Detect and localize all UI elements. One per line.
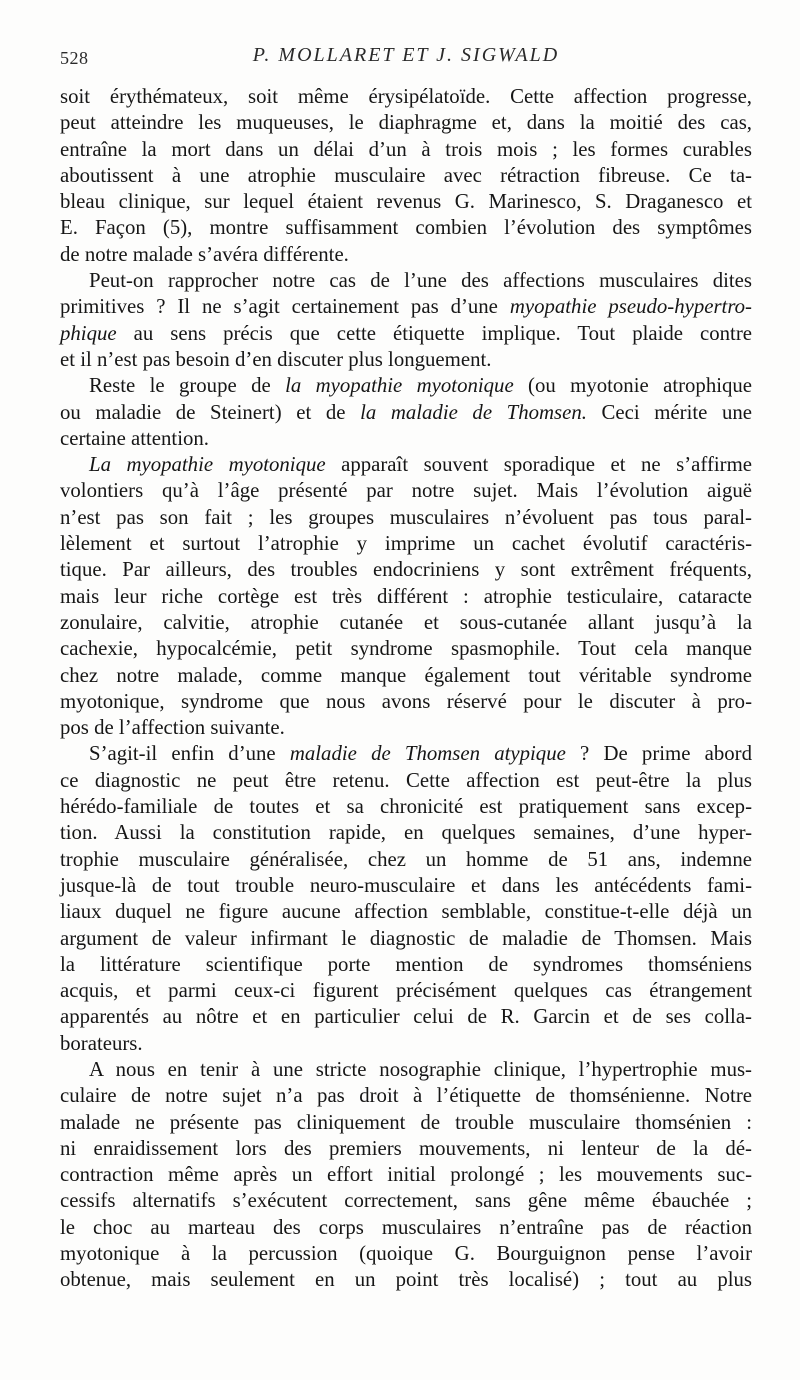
text-segment: obtenue, mais seulement en un point très localisé) ; tout au plus <box>60 1268 752 1292</box>
text-segment: borateurs. <box>60 1031 143 1055</box>
text-segment: argument de valeur infirmant le diagnostic de maladie de Thomsen. Mais <box>60 926 752 950</box>
text-line <box>60 294 752 320</box>
text-line <box>60 505 752 531</box>
text-line <box>60 1215 752 1241</box>
text-line <box>60 873 752 899</box>
text-line <box>60 1031 752 1057</box>
text-line <box>60 768 752 794</box>
text-segment: S’agit-il enfin d’une <box>89 742 290 766</box>
body-text <box>60 84 752 1294</box>
text-segment: entraîne la mort dans un délai d’un à trois mois ; les formes curables <box>60 137 752 161</box>
text-segment: ou maladie de Steinert) et de <box>60 400 361 424</box>
text-line <box>60 215 752 241</box>
text-segment: au sens précis que cette étiquette implique. Tout plaide contre <box>116 321 752 345</box>
text-line <box>60 1083 752 1109</box>
text-line <box>60 1188 752 1214</box>
text-segment: bleau clinique, sur lequel étaient revenus G. Marinesco, S. Draganesco et <box>60 190 752 214</box>
text-line <box>60 1241 752 1267</box>
text-segment: zonulaire, calvitie, atrophie cutanée et sous-cutanée allant jusqu’à la <box>60 610 752 634</box>
text-line <box>60 741 752 767</box>
text-segment: Ceci mérite une <box>586 400 752 424</box>
text-line <box>60 794 752 820</box>
text-line <box>60 426 752 452</box>
text-segment: contraction même après un effort initial prolongé ; les mouvements suc- <box>60 1163 752 1187</box>
text-segment: jusque-là de tout trouble neuro-musculaire et dans les antécédents fami- <box>60 873 752 897</box>
text-segment: malade ne présente pas cliniquement de trouble musculaire thomsénien : <box>60 1110 752 1134</box>
text-segment: myotonique à la percussion (quoique G. Bourguignon pense l’avoir <box>60 1242 752 1266</box>
text-line <box>60 110 752 136</box>
text-segment: Reste le groupe de <box>89 374 286 398</box>
text-segment: hérédo-familiale de toutes et sa chronicité est pratiquement sans excep- <box>60 795 752 819</box>
text-segment: E. Façon (5), montre suffisamment combien l’évolution des symptômes <box>60 216 752 240</box>
text-segment: acquis, et parmi ceux-ci figurent précisément quelques cas étrangement <box>60 979 752 1003</box>
text-segment: et il n’est pas besoin d’en discuter plus longuement. <box>60 347 492 371</box>
text-line <box>60 557 752 583</box>
page-number: 528 <box>60 48 89 68</box>
text-line <box>60 1267 752 1293</box>
text-line <box>60 926 752 952</box>
text-segment: soit érythémateux, soit même érysipélatoïde. Cette affection progresse, <box>60 85 752 108</box>
text-line <box>60 137 752 163</box>
text-segment: ce diagnostic ne peut être retenu. Cette affection est peut-être la plus <box>60 768 752 792</box>
text-line <box>60 715 752 741</box>
text-segment: trophie musculaire généralisée, chez un homme de 51 ans, indemne <box>60 847 752 871</box>
text-segment: tion. Aussi la constitution rapide, en quelques semaines, d’une hyper- <box>60 821 752 845</box>
text-line <box>60 820 752 846</box>
italic-text: la maladie de Thomsen. <box>360 400 587 424</box>
italic-text: la myopathie myotonique <box>285 374 514 398</box>
text-line <box>60 663 752 689</box>
text-line <box>60 584 752 610</box>
text-line <box>60 1057 752 1083</box>
text-line <box>60 400 752 426</box>
text-segment: chez notre malade, comme manque également tout véritable syndrome <box>60 663 752 687</box>
text-segment: apparaît souvent sporadique et ne s’affirme <box>325 453 752 477</box>
text-segment: myotonique, syndrome que nous avons réservé pour le discuter à pro- <box>60 689 752 713</box>
text-segment: certaine attention. <box>60 426 209 450</box>
text-segment: cessifs alternatifs s’exécutent correctement, sans gêne même ébauchée ; <box>60 1189 752 1213</box>
text-segment: apparentés au nôtre et en particulier celui de R. Garcin et de ses colla- <box>60 1005 752 1029</box>
text-line <box>60 978 752 1004</box>
running-title: P. MOLLARET ET J. SIGWALD <box>252 44 560 66</box>
italic-text: phique <box>60 321 117 345</box>
page-header <box>60 44 752 74</box>
text-segment: culaire de notre sujet n’a pas droit à l’étiquette de thomsénienne. Notre <box>60 1084 752 1108</box>
text-line <box>60 689 752 715</box>
text-segment: (ou myotonie atrophique <box>513 374 753 398</box>
italic-text: maladie de Thomsen atypique <box>289 742 566 766</box>
text-segment: le choc au marteau des corps musculaires n’entraîne pas de réaction <box>60 1215 752 1239</box>
text-segment: ? De prime abord <box>565 742 752 766</box>
text-line <box>60 847 752 873</box>
text-line <box>60 189 752 215</box>
text-line <box>60 84 752 110</box>
text-segment: n’est pas son fait ; les groupes musculaires n’évoluent pas tous paral- <box>60 505 752 529</box>
text-segment: la littérature scientifique porte mention de syndromes thomséniens <box>60 952 752 976</box>
text-line <box>60 636 752 662</box>
text-line <box>60 373 752 399</box>
text-segment: pos de l’affection suivante. <box>60 716 285 740</box>
italic-text: La myopathie myotonique <box>89 453 326 477</box>
text-segment: primitives ? Il ne s’agit certainement pas d’une <box>60 295 510 319</box>
text-segment: de notre malade s’avéra différente. <box>60 242 349 266</box>
text-segment: A nous en tenir à une stricte nosographie clinique, l’hypertrophie mus- <box>89 1057 752 1081</box>
text-segment: tique. Par ailleurs, des troubles endocriniens y sont extrêment fréquents, <box>60 558 752 582</box>
text-segment: aboutissent à une atrophie musculaire avec rétraction fibreuse. Ce ta- <box>60 163 752 187</box>
text-line <box>60 242 752 268</box>
text-segment: ni enraidissement lors des premiers mouvements, ni lenteur de la dé- <box>60 1136 752 1160</box>
text-line <box>60 163 752 189</box>
text-line <box>60 610 752 636</box>
text-segment: volontiers qu’à l’âge présenté par notre sujet. Mais l’évolution aiguë <box>60 479 752 503</box>
text-line <box>60 478 752 504</box>
text-segment: Peut-on rapprocher notre cas de l’une des affections musculaires dites <box>89 269 752 293</box>
text-line <box>60 1136 752 1162</box>
text-line <box>60 1110 752 1136</box>
text-line <box>60 452 752 478</box>
text-line <box>60 952 752 978</box>
text-line <box>60 347 752 373</box>
text-line <box>60 531 752 557</box>
text-line <box>60 899 752 925</box>
text-segment: peut atteindre les muqueuses, le diaphragme et, dans la moitié des cas, <box>60 111 752 135</box>
text-segment: cachexie, hypocalcémie, petit syndrome spasmophile. Tout cela manque <box>60 637 752 661</box>
text-line <box>60 1162 752 1188</box>
text-segment: lèlement et surtout l’atrophie y imprime un cachet évolutif caractéris- <box>60 532 752 556</box>
text-line <box>60 268 752 294</box>
italic-text: myopathie pseudo-hypertro- <box>509 295 752 319</box>
text-line <box>60 321 752 347</box>
text-segment: mais leur riche cortège est très différent : atrophie testiculaire, cataracte <box>60 584 752 608</box>
text-line <box>60 1004 752 1030</box>
text-segment: liaux duquel ne figure aucune affection semblable, constitue-t-elle déjà un <box>60 900 752 924</box>
